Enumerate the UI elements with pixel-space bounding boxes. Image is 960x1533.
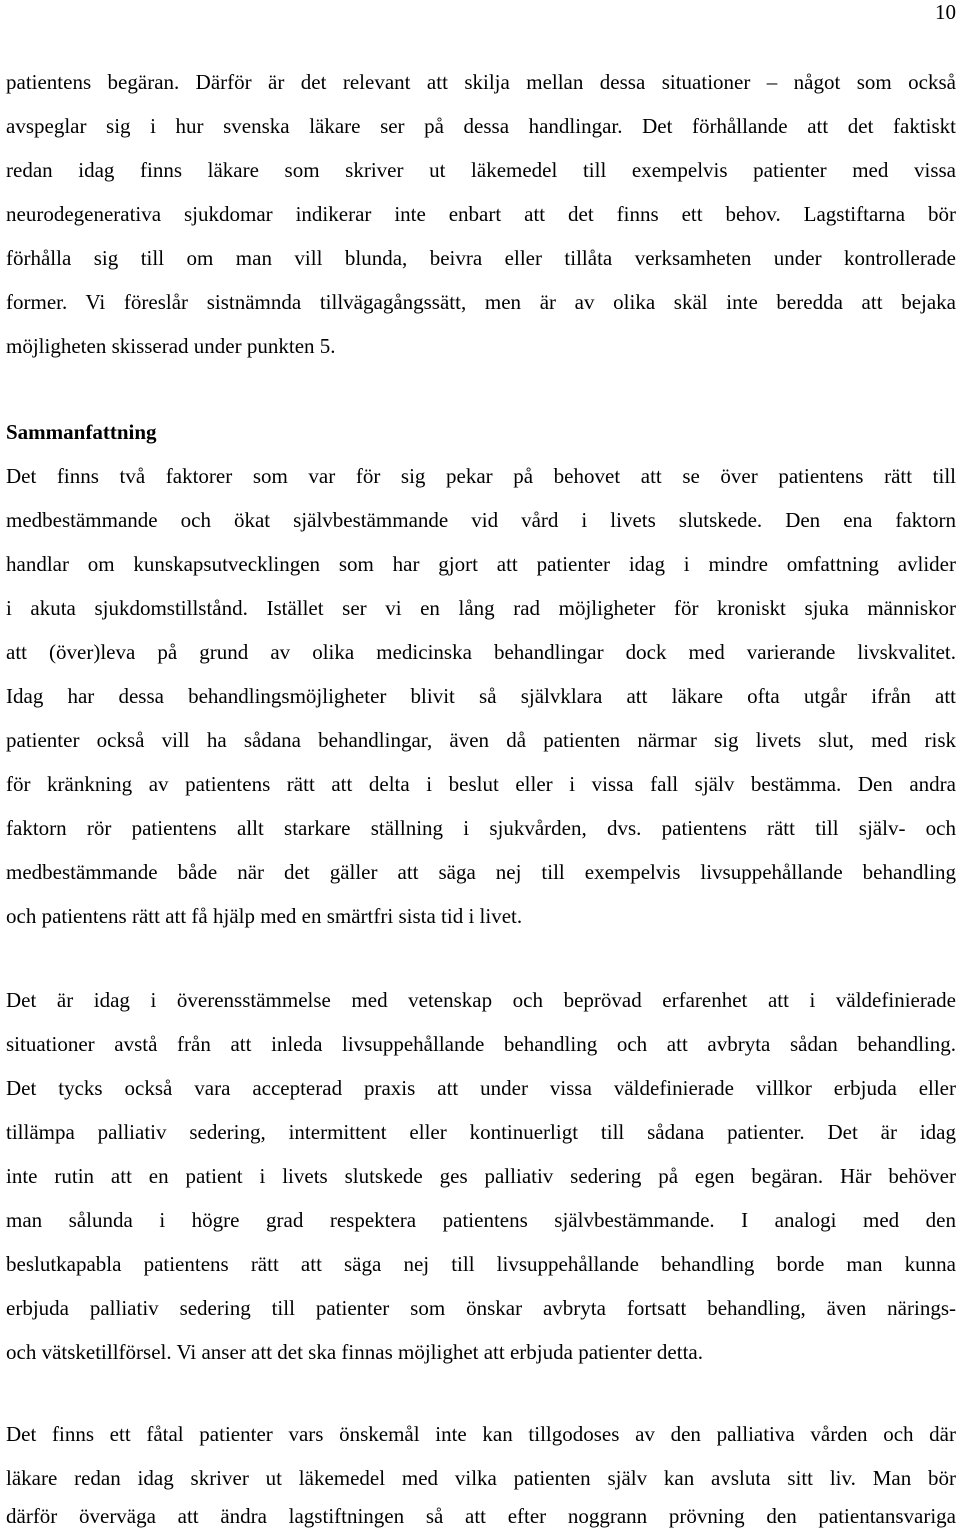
- text-line: patienter också vill ha sådana behandlingar, även då patienten närmar sig livets slut, med risk: [6, 728, 956, 752]
- text-line: förhålla sig till om man vill blunda, beivra eller tillåta verksamheten under kontrollerade: [6, 246, 956, 270]
- text-line: och patientens rätt att få hjälp med en smärtfri sista tid i livet.: [6, 904, 523, 928]
- text-line: att (över)leva på grund av olika medicinska behandlingar dock med varierande livskvalitet.: [6, 640, 956, 664]
- text-line: situationer avstå från att inleda livsuppehållande behandling och att avbryta sådan behandling.: [6, 1032, 956, 1056]
- text-line: neurodegenerativa sjukdomar indikerar inte enbart att det finns ett behov. Lagstiftarna bör: [6, 202, 956, 226]
- section-heading: Sammanfattning: [6, 420, 157, 444]
- text-line: erbjuda palliativ sedering till patienter som önskar avbryta fortsatt behandling, även närings-: [6, 1296, 956, 1320]
- page-number: 10: [935, 0, 956, 24]
- text-line: Idag har dessa behandlingsmöjligheter blivit så självklara att läkare ofta utgår ifrån att: [6, 684, 956, 708]
- text-line: medbestämmande både när det gäller att säga nej till exempelvis livsuppehållande behandling: [6, 860, 956, 884]
- text-line: patientens begäran. Därför är det relevant att skilja mellan dessa situationer – något som också: [6, 70, 956, 94]
- text-line: redan idag finns läkare som skriver ut läkemedel till exempelvis patienter med vissa: [6, 158, 956, 182]
- text-line: beslutkapabla patientens rätt att säga nej till livsuppehållande behandling borde man kunna: [6, 1252, 956, 1276]
- text-line: former. Vi föreslår sistnämnda tillvägagångssätt, men är av olika skäl inte beredda att bejaka: [6, 290, 956, 314]
- text-line: Det tycks också vara accepterad praxis att under vissa väldefinierade villkor erbjuda eller: [6, 1076, 956, 1100]
- text-line: faktorn rör patientens allt starkare ställning i sjukvården, dvs. patientens rätt till själv- och: [6, 816, 956, 840]
- text-line: därför överväga att ändra lagstiftningen så att efter noggrann prövning den patientansvariga: [6, 1504, 956, 1528]
- text-line: inte rutin att en patient i livets slutskede ges palliativ sedering på egen begäran. Här behöver: [6, 1164, 956, 1188]
- text-line: medbestämmande och ökat självbestämmande vid vård i livets slutskede. Den ena faktorn: [6, 508, 956, 532]
- text-line: avspeglar sig i hur svenska läkare ser på dessa handlingar. Det förhållande att det faktiskt: [6, 114, 956, 138]
- text-line: Det är idag i överensstämmelse med vetenskap och beprövad erfarenhet att i väldefinierade: [6, 988, 956, 1012]
- text-line: och vätsketillförsel. Vi anser att det ska finnas möjlighet att erbjuda patienter detta.: [6, 1340, 703, 1364]
- text-line: man sålunda i högre grad respektera patientens självbestämmande. I analogi med den: [6, 1208, 956, 1232]
- text-line: för kränkning av patientens rätt att delta i beslut eller i vissa fall själv bestämma. Den andra: [6, 772, 956, 796]
- text-line: handlar om kunskapsutvecklingen som har gjort att patienter idag i mindre omfattning avlider: [6, 552, 956, 576]
- text-line: i akuta sjukdomstillstånd. Istället ser vi en lång rad möjligheter för kroniskt sjuka människor: [6, 596, 956, 620]
- text-line: tillämpa palliativ sedering, intermittent eller kontinuerligt till sådana patienter. Det är idag: [6, 1120, 956, 1144]
- text-line: läkare redan idag skriver ut läkemedel med vilka patienten själv kan avsluta sitt liv. Man bör: [6, 1466, 956, 1490]
- text-line: möjligheten skisserad under punkten 5.: [6, 334, 336, 358]
- text-line: Det finns två faktorer som var för sig pekar på behovet att se över patientens rätt till: [6, 464, 956, 488]
- text-line: Det finns ett fåtal patienter vars önskemål inte kan tillgodoses av den palliativa vården och där: [6, 1422, 956, 1446]
